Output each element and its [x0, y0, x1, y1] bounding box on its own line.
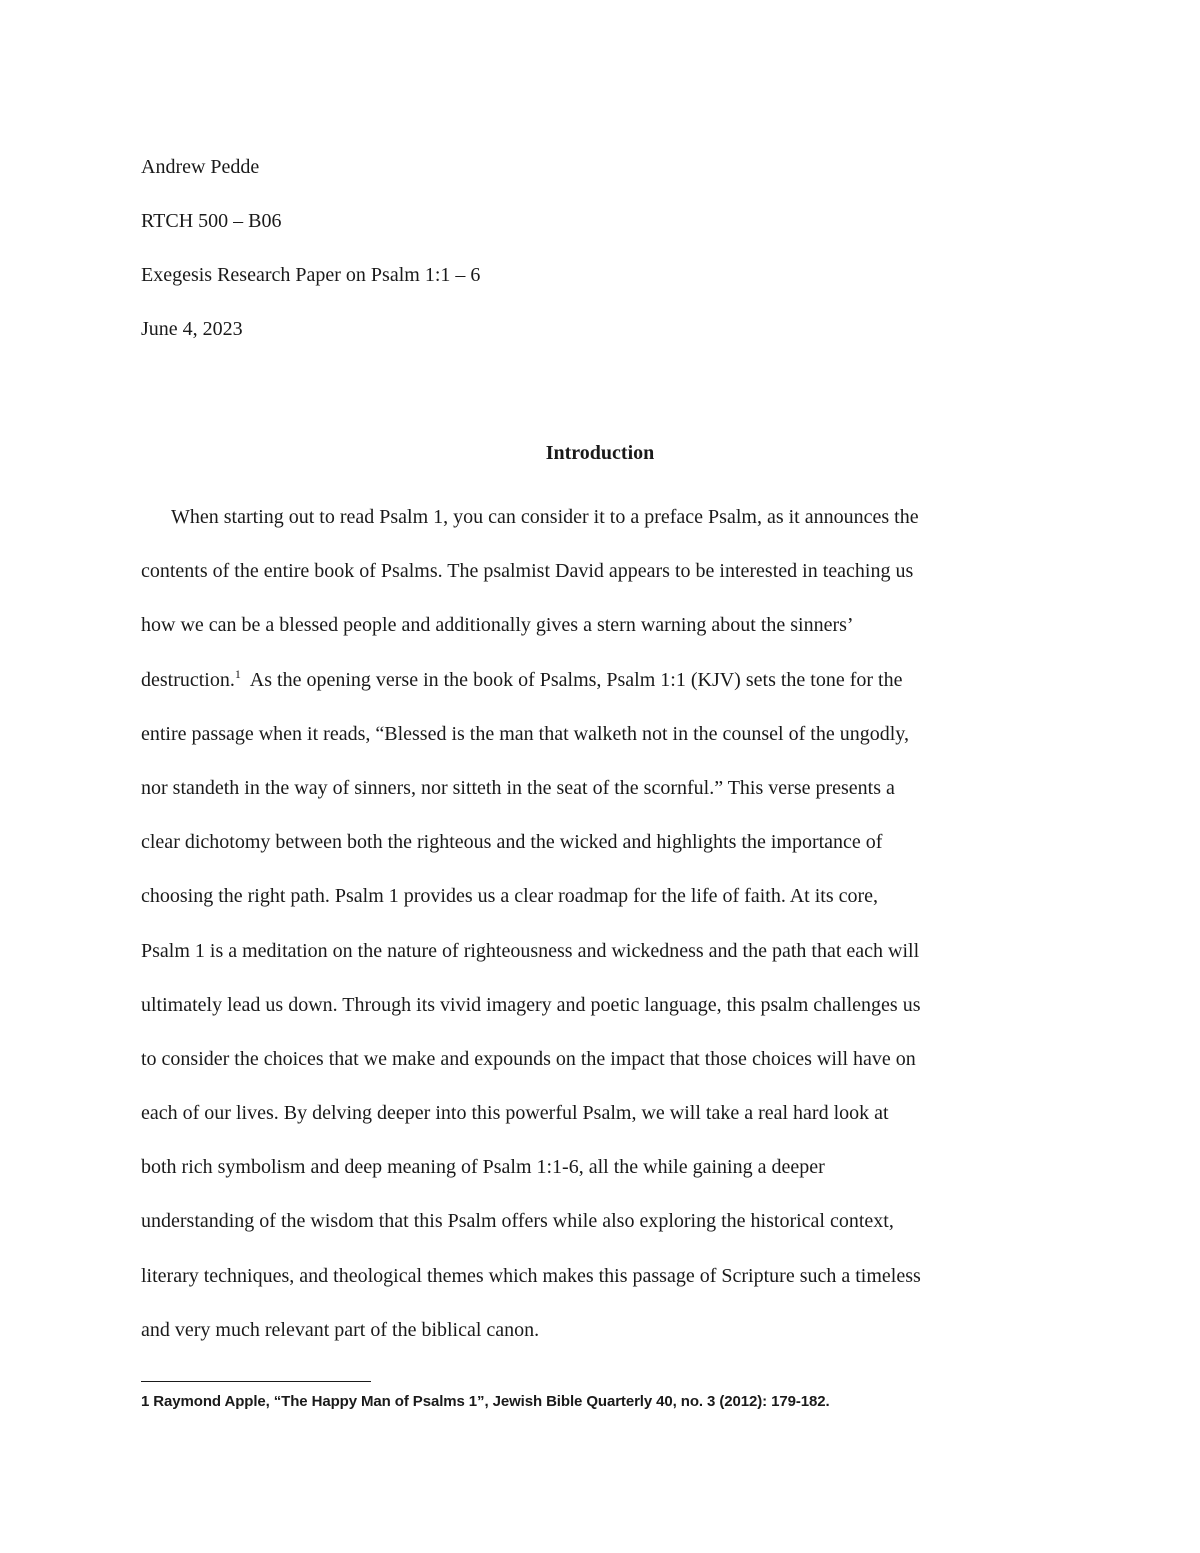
- section-heading: Introduction: [545, 442, 655, 464]
- paragraph-line: each of our lives. By delving deeper into this powerful Psalm, we will take a real hard look at: [141, 1102, 889, 1125]
- paragraph-line: to consider the choices that we make and expounds on the impact that those choices will have on: [141, 1047, 916, 1070]
- footnote-marker[interactable]: 1: [234, 666, 241, 681]
- paragraph-line: When starting out to read Psalm 1, you can consider it to a preface Psalm, as it announces the: [171, 506, 919, 528]
- paper-title: Exegesis Research Paper on Psalm 1:1 – 6: [141, 264, 481, 286]
- author-name: Andrew Pedde: [141, 156, 260, 178]
- paragraph-line: how we can be a blessed people and additionally gives a stern warning about the sinners’: [141, 614, 854, 637]
- paragraph-text: destruction.: [141, 668, 235, 691]
- paragraph-line: and very much relevant part of the biblical canon.: [141, 1318, 540, 1341]
- introduction-paragraph: [141, 490, 1063, 1357]
- paper-header: [141, 140, 480, 356]
- paragraph-line: contents of the entire book of Psalms. The psalmist David appears to be interested in teaching us: [141, 560, 914, 583]
- footnote-separator: [141, 1381, 371, 1382]
- paragraph-line: literary techniques, and theological themes which makes this passage of Scripture such a timeless: [141, 1264, 921, 1287]
- paragraph-line: choosing the right path. Psalm 1 provides us a clear roadmap for the life of faith. At its core,: [141, 885, 879, 908]
- paragraph-line-with-footnote: [141, 653, 1063, 707]
- course-code: RTCH 500 – B06: [141, 210, 282, 232]
- paper-date: June 4, 2023: [141, 318, 243, 340]
- paragraph-text: As the opening verse in the book of Psalms, Psalm 1:1 (KJV) sets the tone for the: [249, 668, 903, 691]
- paragraph-line: both rich symbolism and deep meaning of Psalm 1:1-6, all the while gaining a deeper: [141, 1156, 825, 1179]
- footnote-text: 1 Raymond Apple, “The Happy Man of Psalms 1”, Jewish Bible Quarterly 40, no. 3 (2012): 179-182.: [141, 1393, 830, 1410]
- paragraph-line: understanding of the wisdom that this Psalm offers while also exploring the historical context,: [141, 1210, 894, 1233]
- paragraph-line: entire passage when it reads, “Blessed is the man that walketh not in the counsel of the ungodly,: [141, 722, 909, 745]
- paragraph-line: Psalm 1 is a meditation on the nature of righteousness and wickedness and the path that each will: [141, 939, 920, 962]
- paragraph-line: nor standeth in the way of sinners, nor sitteth in the seat of the scornful.” This verse presents a: [141, 776, 895, 799]
- paragraph-line: clear dichotomy between both the righteous and the wicked and highlights the importance of: [141, 831, 883, 854]
- paragraph-line: ultimately lead us down. Through its vivid imagery and poetic language, this psalm challenges us: [141, 993, 921, 1016]
